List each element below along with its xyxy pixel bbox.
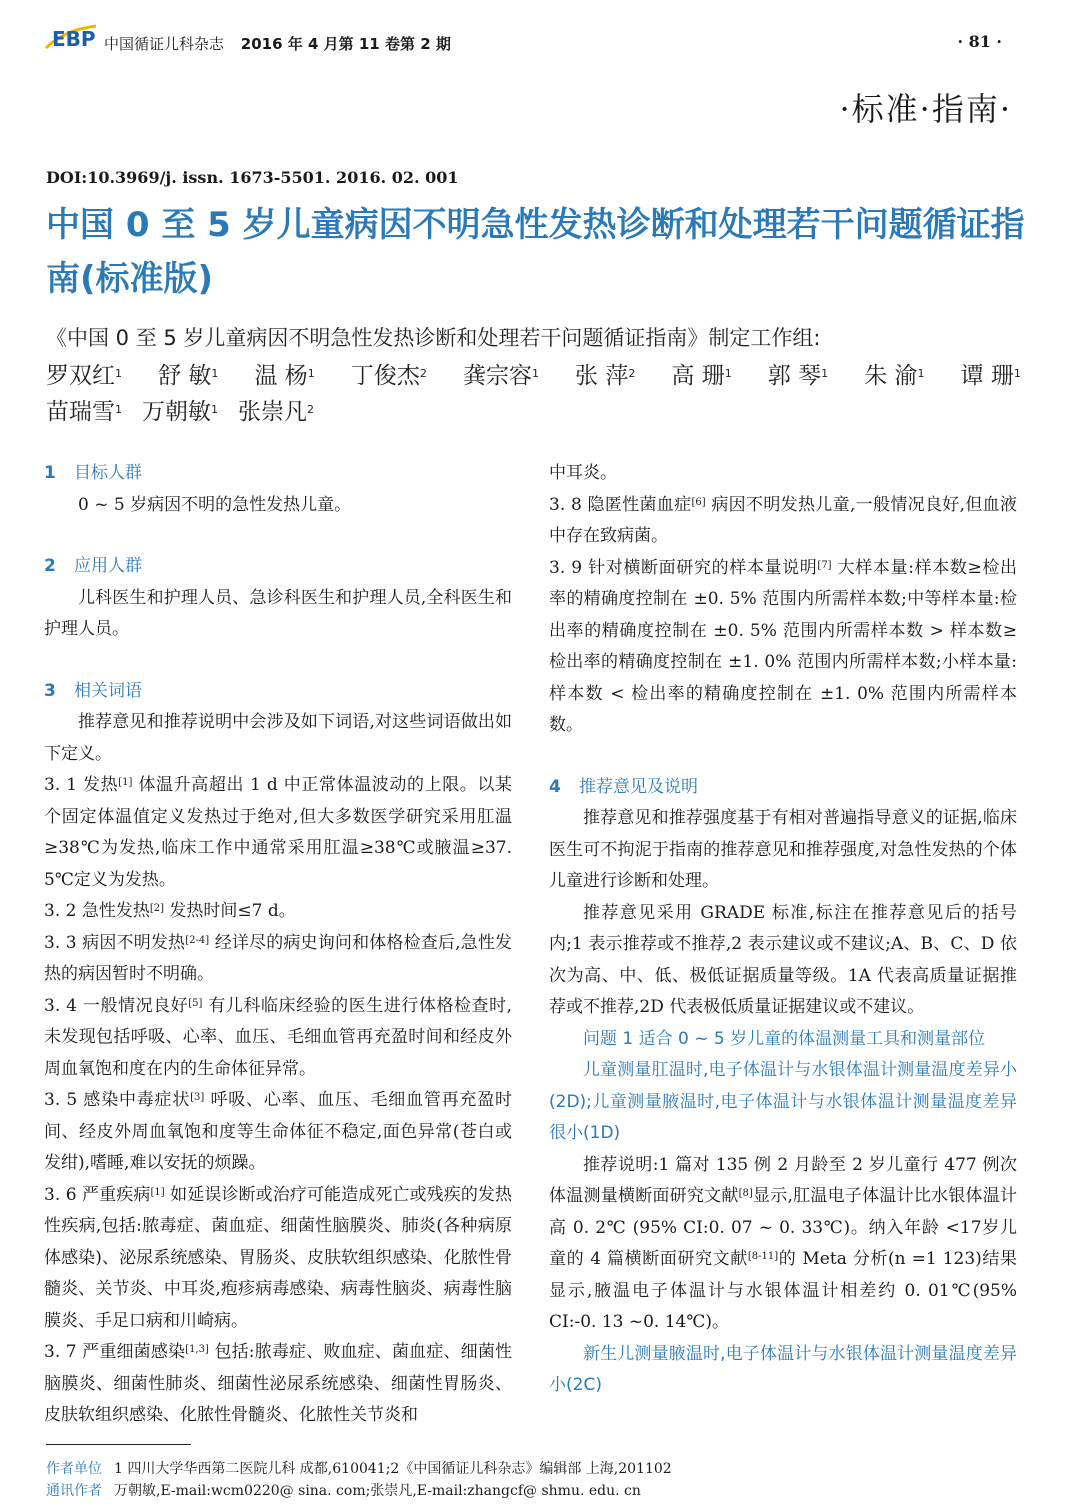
definition-3-8: 3. 8 隐匿性菌血症[6] 病因不明发热儿童,一般情况良好,但血液中存在致病菌。 <box>549 494 1018 546</box>
working-group: 《中国 0 至 5 岁儿童病因不明急性发热诊断和处理若干问题循证指南》制定工作组: <box>46 326 821 350</box>
continuation-text: 中耳炎。 <box>549 463 617 483</box>
author-name: 郭 琴$^1$ <box>767 363 829 389</box>
author-name: 丁俊杰$^2$ <box>350 363 427 389</box>
article-title: 中国 0 至 5 岁儿童病因不明急性发热诊断和处理若干问题循证指南(标准版) <box>46 205 1025 299</box>
section-2-heading: 2 应用人群 <box>44 556 142 576</box>
author-name: 苗瑞雪$^1$ <box>46 399 122 425</box>
journal-name: 中国循证儿科杂志 <box>104 35 225 53</box>
section-2-text: 儿科医生和护理人员、急诊科医生和护理人员,全科医生和护理人员。 <box>44 587 512 639</box>
recommendation-explanation: 推荐说明:1 篇对 135 例 2 月龄至 2 岁儿童行 477 例次体温测量横断面研究文献[8]显示,肛温电子体温计比水银体温计高 0. 2℃ (95% CI:0. 07 ~ 0. 33℃)。纳入年龄 <17岁儿童的 4 篇横断面研究文献[8-11]的 Meta 分析(n =1 123)结果显示,腋温电子体温计与水银体温计相差约 0. 01℃(95% CI:-0. 13 ~0. 14℃)。 <box>549 1154 1018 1332</box>
definition-3-7: 3. 7 严重细菌感染[1,3] 包括:脓毒症、败血症、菌血症、细菌性脑膜炎、细菌性肺炎、细菌性泌尿系统感染、细菌性胃肠炎、皮肤软组织感染、化脓性骨髓炎、化脓性关节炎和 <box>44 1342 513 1425</box>
left-column <box>44 458 512 1432</box>
doi: DOI:10.3969/j. issn. 1673-5501. 2016. 02. 001 <box>46 168 459 187</box>
question-1-heading: 问题 1 适合 0 ~ 5 岁儿童的体温测量工具和测量部位 <box>583 1028 986 1049</box>
definition-3-1: 3. 1 发热[1] 体温升高超出 1 d 中正常体温波动的上限。以某个固定体温值定义发热过于绝对,但大多数医学研究采用肛温≥38℃为发热,临床工作中通常采用肛温≥38℃或腋温≥37. 5℃定义为发热。 <box>44 775 513 890</box>
author-name: 舒 敏$^1$ <box>158 363 219 389</box>
section-4-para-2: 推荐意见采用 GRADE 标准,标注在推荐意见后的括号内;1 表示推荐或不推荐,2 表示建议或不建议;A、B、C、D 依次为高、中、低、极低证据质量等级。1A 代表高质量证据推荐或不推荐,2D 代表极低质量证据建议或不建议。 <box>549 902 1017 1017</box>
definition-3-5: 3. 5 感染中毒症状[3] 呼吸、心率、血压、毛细血管再充盈时间、经皮外周血氧饱和度等生命体征不稳定,面色异常(苍白或发绀),嗜睡,难以安抚的烦躁。 <box>44 1090 512 1173</box>
section-1-text: 0 ~ 5 岁病因不明的急性发热儿童。 <box>78 494 352 515</box>
section-4-para-1: 推荐意见和推荐强度基于有相对普遍指导意义的证据,临床医生可不拘泥于指南的推荐意见和推荐强度,对急性发热的个体儿童进行诊断和处理。 <box>549 808 1017 891</box>
definition-3-9: 3. 9 针对横断面研究的样本量说明[7] 大样本量:样本数≥检出率的精确度控制在 ±0. 5% 范围内所需样本数;中等样本量:检出率的精确度控制在 ±0. 5% 范围内所需样本数 > 样本数≥检出率的精确度控制在 ±1. 0% 范围内所需样本数;小样本量:样本数 < 检出率的精确度控制在 ±1. 0% 范围内所需样本数。 <box>549 557 1017 735</box>
journal-header <box>104 33 451 54</box>
author-name: 温 杨$^1$ <box>254 363 315 389</box>
right-column <box>549 458 1017 1402</box>
definition-3-4: 3. 4 一般情况良好[5] 有儿科临床经验的医生进行体格检查时,未发现包括呼吸、心率、血压、毛细血管再充盈时间和经皮外周血氧饱和度在内的生命体征异常。 <box>44 995 513 1079</box>
author-name: 朱 渝$^1$ <box>864 363 925 389</box>
author-name: 万朝敏$^1$ <box>142 399 218 425</box>
author-name: 张崇凡$^2$ <box>238 399 314 425</box>
author-name: 张 萍$^2$ <box>575 363 636 389</box>
author-name: 罗双红$^1$ <box>46 363 122 389</box>
journal-logo <box>44 22 98 52</box>
author-name: 谭 珊$^1$ <box>960 363 1021 389</box>
recommendation-1: 儿童测量肛温时,电子体温计与水银体温计测量温度差异小(2D);儿童测量腋温时,电子体温计与水银体温计测量温度差异很小(1D) <box>549 1060 1017 1143</box>
section-1-heading: 1 目标人群 <box>44 463 142 483</box>
section-3-heading: 3 相关词语 <box>44 680 142 701</box>
section-label: ·标准·指南· <box>839 90 1012 128</box>
definition-3-3: 3. 3 病因不明发热[2-4] 经详尽的病史询问和体格检查后,急性发热的病因暂时不明确。 <box>44 932 513 984</box>
definition-3-6: 3. 6 严重疾病[1] 如延误诊断或治疗可能造成死亡或残疾的发热性疾病,包括:脓毒症、菌血症、细菌性脑膜炎、肺炎(各种病原体感染)、泌尿系统感染、胃肠炎、皮肤软组织感染、化脓性骨髓炎、关节炎、中耳炎,疱疹病毒感染、病毒性脑炎、病毒性脑膜炎、手足口病和川崎病。 <box>44 1184 513 1331</box>
svg-text:EBP: EBP <box>52 27 96 51</box>
section-4-heading: 4 推荐意见及说明 <box>549 776 698 797</box>
page-number: · 81 · <box>957 32 1002 51</box>
author-name: 高 珊$^1$ <box>671 363 732 389</box>
author-affiliation: 作者单位 1 四川大学华西第二医院儿科 成都,610041;2《中国循证儿科杂志》编辑部 上海,201102 <box>46 1461 672 1477</box>
section-3-intro: 推荐意见和推荐说明中会涉及如下词语,对这些词语做出如下定义。 <box>44 712 512 764</box>
footnote-rule <box>46 1444 191 1445</box>
author-name: 龚宗容$^1$ <box>462 363 539 389</box>
issue-date: 2016 年 4 月第 11 卷第 2 期 <box>240 35 451 53</box>
author-list <box>46 358 1021 430</box>
definition-3-2: 3. 2 急性发热[2] 发热时间≤7 d。 <box>44 901 296 921</box>
recommendation-2: 新生儿测量腋温时,电子体温计与水银体温计测量温度差异小(2C) <box>549 1343 1017 1395</box>
corresponding-author: 通讯作者 万朝敏,E-mail:wcm0220@ sina. com;张崇凡,E-mail:zhangcf@ shmu. edu. cn <box>46 1483 641 1499</box>
